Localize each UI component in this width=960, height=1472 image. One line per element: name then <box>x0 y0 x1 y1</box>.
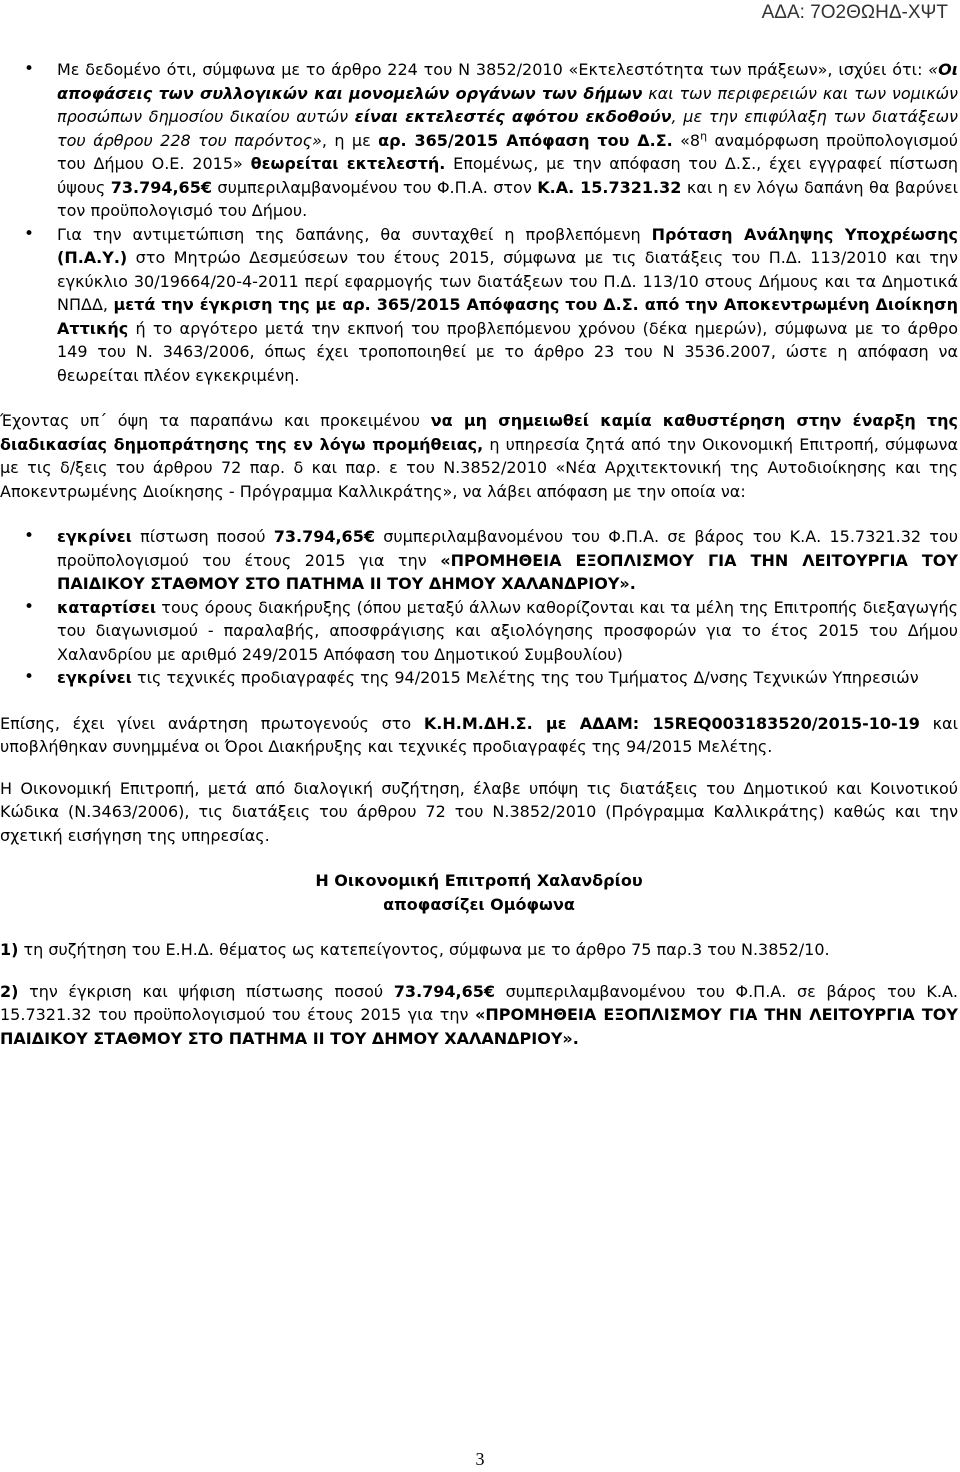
text-run: 73.794,65€ <box>110 177 212 197</box>
bullet-icon: • <box>24 59 35 79</box>
bullet-item-approve-specs <box>0 666 960 690</box>
bullet-item-draft-terms <box>0 596 960 667</box>
text-run: και υποβλήθηκαν συνημμένα οι Όροι Διακήρυξης και τεχνικές προδιαγραφές της 94/2015 Μελέτης. <box>0 713 958 756</box>
text-run: την έγκριση και ψήφιση πίστωσης ποσού <box>18 981 394 1001</box>
text-run: να μη σημειωθεί καμία καθυστέρηση στην έναρξη της διαδικασίας δημοπράτησης της εν λόγω προμήθειας, <box>0 411 959 454</box>
text-run: Κ.Α. 15.7321.32 <box>537 177 682 197</box>
decision-item-2 <box>0 980 960 1051</box>
text-run: , η με <box>321 130 379 150</box>
text-run: Οι αποφάσεις των συλλογικών και μονομελών οργάνων των δήμων <box>57 60 958 103</box>
bullet-list-requests <box>0 525 960 690</box>
bullet-text <box>57 225 958 385</box>
bullet-text <box>57 60 958 220</box>
text-run: τις τεχνικές προδιαγραφές της 94/2015 Μελέτης της του Τμήματος Δ/νσης Τεχνικών Υπηρεσιών <box>131 668 919 687</box>
text-run: , με την επιφύλαξη των διατάξεων του άρθρου 228 του παρόντος» <box>57 107 958 150</box>
text-run: Η Οικονομική Επιτροπή, μετά από διαλογική συζήτηση, έλαβε υπόψη τις διατάξεις του Δημοτικού και Κοινοτικού Κώδικα (Ν.3463/2006), τις διατάξεις του άρθρου 72 του Ν.3852/2010 (Πρόγραμμα Καλλικράτης) καθώς και την σχετική εισήγηση της υπηρεσίας. <box>0 778 958 845</box>
text-run: «8 <box>672 130 701 150</box>
text-run: 1) <box>0 940 19 959</box>
bullet-text <box>57 598 958 664</box>
text-run: είναι εκτελεστές αφότου εκδοθούν <box>354 107 672 126</box>
bullet-icon: • <box>24 526 35 546</box>
text-run: «ΠΡΟΜΗΘΕΙΑ ΕΞΟΠΛΙΣΜΟΥ ΓΙΑ ΤΗΝ ΛΕΙΤΟΥΡΓΙΑ ΤΟΥ ΠΑΙΔΙΚΟΥ ΣΤΑΘΜΟΥ ΣΤΟ ΠΑΤΗΜΑ ΙΙ ΤΟΥ ΔΗΜΟΥ ΧΑΛΑΝΔΡΙΟΥ». <box>57 550 958 593</box>
text-run: η υπηρεσία ζητά από την Οικονομική Επιτροπή, σύμφωνα με τις δ/ξεις του άρθρου 72 παρ. δ και παρ. ε του Ν.3852/2010 «Νέα Αρχιτεκτονική της Αυτοδιοίκησης και της Αποκεντρωμένης Διοίκησης - Πρόγραμμα Καλλικράτης», να λάβει απόφαση με την οποία να: <box>0 434 958 501</box>
text-run: η <box>700 129 708 143</box>
bullet-icon: • <box>24 667 35 687</box>
text-run: εγκρίνει <box>57 527 132 546</box>
text-run: 2) <box>0 981 19 1001</box>
text-run: και των περιφερειών και των νομικών προσώπων δημοσίου δικαίου αυτών <box>57 83 958 126</box>
text-run: συμπεριλαμβανομένου του Φ.Π.Α. σε βάρος του Κ.Α. 15.7321.32 του προϋπολογισμού του έτους 2015 για την <box>0 981 959 1024</box>
bullet-item-approve-credit <box>0 525 960 596</box>
bullet-list-top <box>0 58 960 387</box>
text-run: Για την αντιμετώπιση της δαπάνης, θα συνταχθεί η προβλεπόμενη <box>57 224 652 244</box>
text-run: « <box>928 60 939 79</box>
text-run: θεωρείται εκτελεστή. <box>250 154 446 173</box>
text-run: Επομένως, με την απόφαση του Δ.Σ., έχει εγγραφεί πίστωση ύψους <box>57 154 959 197</box>
text-run: Πρόταση Ανάληψης Υποχρέωσης (Π.Α.Υ.) <box>57 224 958 267</box>
ada-code: ΑΔΑ: 7Ο2ΘΩΗΔ-ΧΨΤ <box>761 2 948 23</box>
paragraph-request <box>0 409 960 503</box>
bullet-text <box>57 527 958 593</box>
text-run: στο Μητρώο Δεσμεύσεων του έτους 2015, σύμφωνα με τις διατάξεις του Π.Δ. 113/2010 και την εγκύκλιο 30/19664/20-4-2011 περί εφαρμογής των διατάξεων του Π.Δ. 113/10 στους Δήμους και τα Δημοτικά ΝΠΔΔ, <box>57 248 958 314</box>
text-run: ή το αργότερο μετά την εκπνοή του προβλεπόμενου χρόνου (δέκα ημερών), σύμφωνα με το άρθρο 149 του Ν. 3463/2006, όπως έχει τροποποιηθεί με το άρθρο 23 του Ν 3536.2007, ώστε η απόφαση να θεωρείται πλέον εγκεκριμένη. <box>57 318 958 385</box>
document-body <box>0 58 960 1050</box>
page-number: 3 <box>475 1449 485 1469</box>
text-run: μετά την έγκριση της με αρ. 365/2015 Απόφασης του Δ.Σ. από την Αποκεντρωμένη Διοίκηση Αττικής <box>57 295 958 338</box>
paragraph-posting <box>0 712 960 759</box>
text-run: Κ.Η.Μ.ΔΗ.Σ. με ΑΔΑΜ: 15REQ003183520/2015-10-19 <box>423 713 920 733</box>
text-run: Με δεδομένο ότι, σύμφωνα με το άρθρο 224 του Ν 3852/2010 «Εκτελεστότητα των πράξεων», ισχύει ότι: <box>57 60 929 79</box>
text-run: εγκρίνει <box>57 668 132 687</box>
paragraph-committee <box>0 777 960 848</box>
text-run: συμπεριλαμβανομένου του Φ.Π.Α. σε βάρος του Κ.Α. 15.7321.32 του προϋπολογισμού του έτους 2015 για την <box>57 527 958 570</box>
text-run: 73.794,65€ <box>273 527 375 546</box>
text-run: αναμόρφωση προϋπολογισμού του Δήμου Ο.Ε. 2015» <box>57 130 959 173</box>
text-run: 73.794,65€ <box>393 981 496 1001</box>
decision-item-1 <box>0 938 960 962</box>
text-run: αρ. 365/2015 Απόφαση του Δ.Σ. <box>378 130 673 150</box>
heading-committee: Η Οικονομική Επιτροπή Χαλανδρίου <box>315 871 643 890</box>
text-run: Επίσης, έχει γίνει ανάρτηση πρωτογενούς στο <box>0 713 424 733</box>
text-run: τη συζήτηση του Ε.Η.Δ. θέματος ως κατεπείγοντος, σύμφωνα με το άρθρο 75 παρ.3 του Ν.3852/10. <box>18 940 830 959</box>
heading-decision: αποφασίζει Ομόφωνα <box>383 894 575 914</box>
text-run: τους όρους διακήρυξης (όπου μεταξύ άλλων καθορίζονται και τα μέλη της Επιτροπής διεξαγωγής του διαγωνισμού - παραλαβής, αποσφράγισης και αξιολόγησης προσφορών για το έτος 2015 του Δήμου Χαλανδρίου με αριθμό 249/2015 Απόφαση του Δημοτικού Συμβουλίου) <box>57 597 958 664</box>
bullet-item-executability <box>0 58 960 223</box>
bullet-item-commitment <box>0 223 960 388</box>
bullet-icon: • <box>24 596 35 617</box>
text-run: «ΠΡΟΜΗΘΕΙΑ ΕΞΟΠΛΙΣΜΟΥ ΓΙΑ ΤΗΝ ΛΕΙΤΟΥΡΓΙΑ ΤΟΥ ΠΑΙΔΙΚΟΥ ΣΤΑΘΜΟΥ ΣΤΟ ΠΑΤΗΜΑ ΙΙ ΤΟΥ ΔΗΜΟΥ ΧΑΛΑΝΔΡΙΟΥ». <box>0 1005 958 1048</box>
text-run: συμπεριλαμβανομένου του Φ.Π.Α. στον <box>211 177 538 197</box>
text-run: πίστωση ποσού <box>131 527 274 546</box>
bullet-text <box>57 668 919 687</box>
text-run: Έχοντας υπ΄ όψη τα παραπάνω και προκειμένου <box>0 411 431 430</box>
text-run: καταρτίσει <box>57 597 157 617</box>
bullet-icon: • <box>24 223 35 244</box>
text-run: και η εν λόγω δαπάνη θα βαρύνει τον προϋπολογισμό του Δήμου. <box>57 177 959 220</box>
